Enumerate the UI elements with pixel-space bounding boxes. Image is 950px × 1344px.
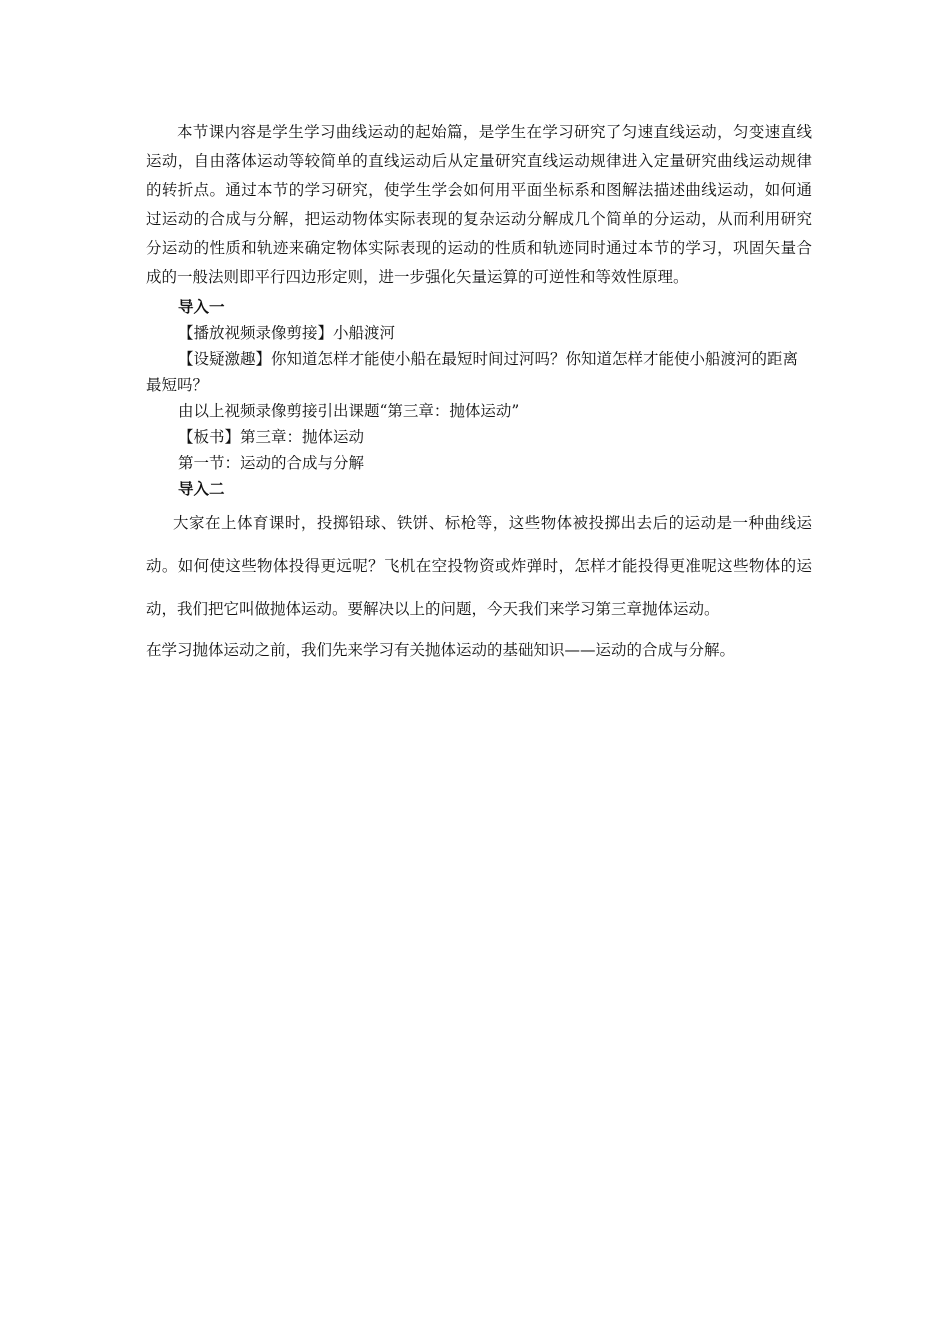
lead-in-1-heading: 导入一 bbox=[178, 297, 225, 316]
lead-in-2-paragraph: 大家在上体育课时，投掷铅球、铁饼、标枪等，这些物体被投掷出去后的运动是一种曲线运动。如何使这些物体投得更远呢？飞机在空投物资或炸弹时，怎样才能投得更准呢这些物体的运动，我们把它叫做抛体运动。要解决以上的问题，今天我们来学习第三章抛体运动。 bbox=[146, 514, 812, 618]
topic-intro-line: 由以上视频录像剪接引出课题“第三章：抛体运动” bbox=[178, 402, 520, 420]
video-clip-line: 【播放视频录像剪接】小船渡河 bbox=[178, 324, 396, 342]
document-body bbox=[146, 118, 812, 663]
board-section-line: 第一节：运动的合成与分解 bbox=[178, 454, 365, 472]
closing-line: 在学习抛体运动之前，我们先来学习有关抛体运动的基础知识——运动的合成与分解。 bbox=[146, 641, 736, 659]
board-chapter-line: 【板书】第三章：抛体运动 bbox=[178, 428, 365, 446]
lead-in-2-heading: 导入二 bbox=[178, 479, 225, 498]
question-paragraph: 【设疑激趣】你知道怎样才能使小船在最短时间过河吗？你知道怎样才能使小船渡河的距离最短吗？ bbox=[146, 350, 799, 394]
intro-paragraph: 本节课内容是学生学习曲线运动的起始篇，是学生在学习研究了匀速直线运动，匀变速直线运动，自由落体运动等较简单的直线运动后从定量研究直线运动规律进入定量研究曲线运动规律的转折点。通过本节的学习研究，使学生学会如何用平面坐标系和图解法描述曲线运动，如何通过运动的合成与分解，把运动物体实际表现的复杂运动分解成几个简单的分运动，从而利用研究分运动的性质和轨迹来确定物体实际表现的运动的性质和轨迹同时通过本节的学习，巩固矢量合成的一般法则即平行四边形定则，进一步强化矢量运算的可逆性和等效性原理。 bbox=[146, 123, 812, 286]
